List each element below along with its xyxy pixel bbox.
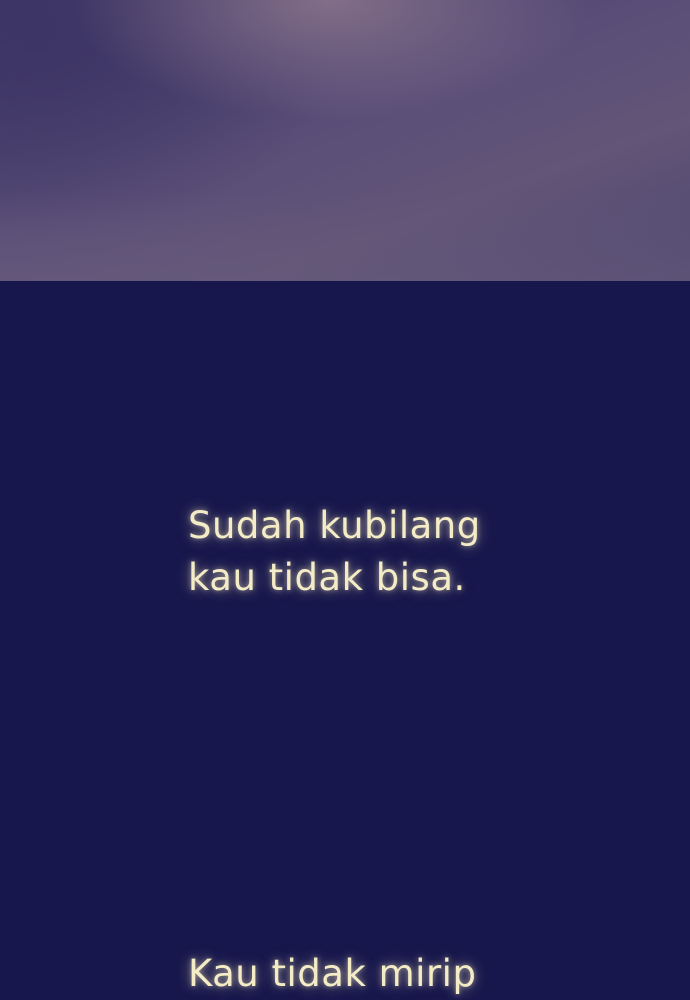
caption-2-line-1: Kau tidak mirip <box>188 952 477 995</box>
caption-1-line-2: kau tidak bisa. <box>188 556 466 599</box>
caption-text-2 <box>188 948 476 1000</box>
top-panel-illustration <box>0 0 690 281</box>
caption-1-line-1: Sudah kubilang <box>188 504 481 547</box>
caption-text-1 <box>188 500 481 604</box>
